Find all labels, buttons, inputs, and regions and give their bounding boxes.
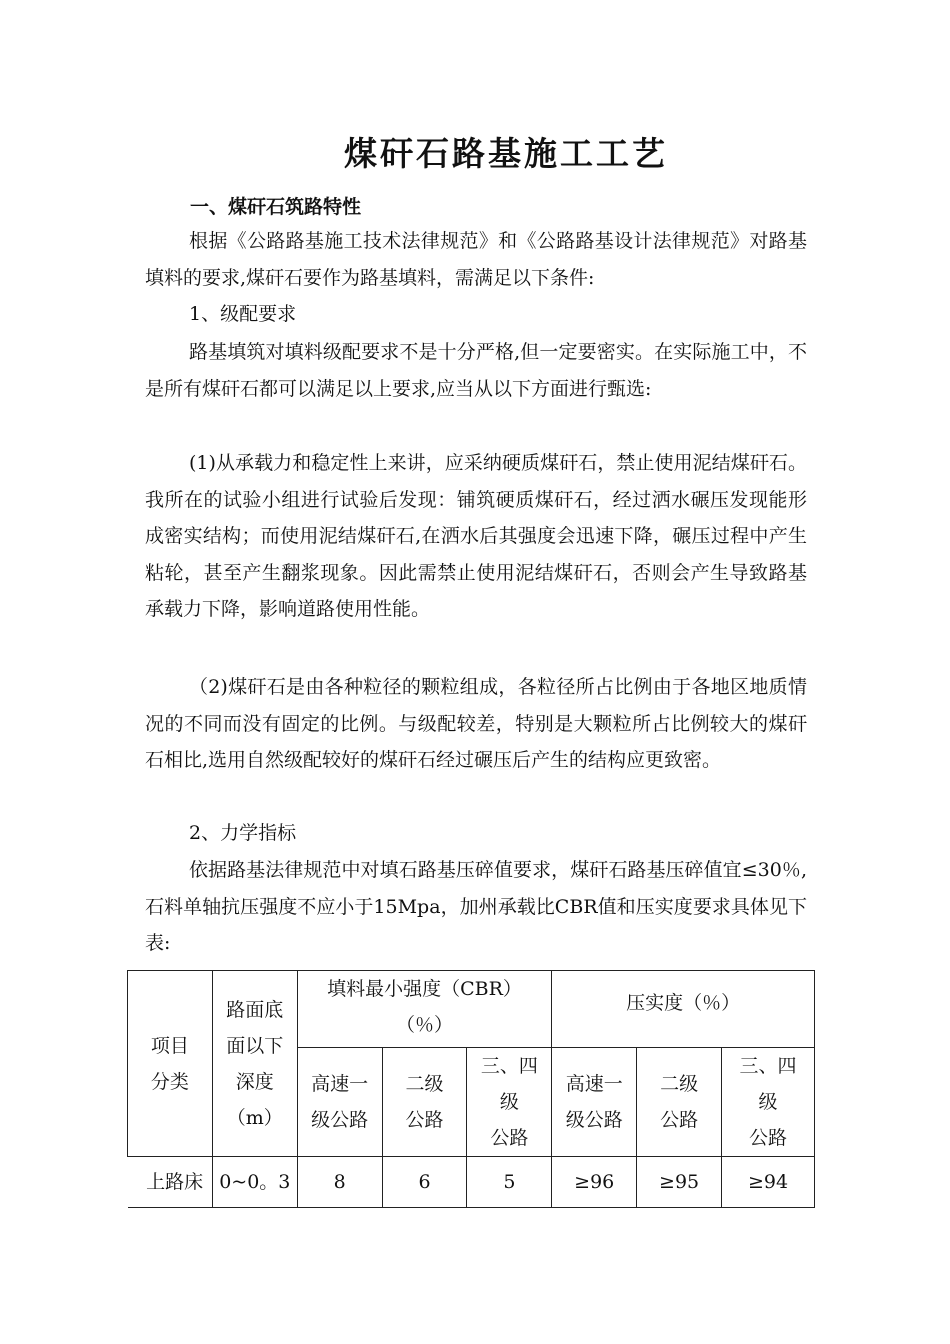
table-row — [128, 1157, 815, 1208]
point-1-paragraph — [145, 445, 807, 628]
subheader-cbr-highway: 高速一 级公路 — [297, 1048, 382, 1157]
gradation-paragraph — [145, 334, 807, 407]
header-item-category: 项目 分类 — [128, 971, 213, 1157]
row-compaction-highway-cell: ≥96 — [552, 1157, 637, 1208]
gradation-text: 路基填筑对填料级配要求不是十分严格,但一定要密实。在实际施工中，不是所有煤矸石都可以满足以上要求,应当从以下方面进行甄选: — [145, 341, 807, 400]
point-1-text: (1)从承载力和稳定性上来讲，应采纳硬质煤矸石，禁止使用泥结煤矸石。我所在的试验小组进行试验后发现：铺筑硬质煤矸石，经过洒水碾压发现能形成密实结构；而使用泥结煤矸石,在洒水后其强度会迅速下降，碾压过程中产生粘轮，甚至产生翻浆现象。因此需禁止使用泥结煤矸石，否则会产生导致路基承载力下降，影响道路使用性能。 — [145, 452, 807, 620]
row-cbr-grade2-cell: 6 — [382, 1157, 467, 1208]
mechanics-text: 依据路基法律规范中对填石路基压碎值要求，煤矸石路基压碎值宜≤30％,石料单轴抗压强度不应小于15Mpa，加州承载比CBR值和压实度要求具体见下表: — [145, 859, 807, 954]
point-2-paragraph — [145, 669, 807, 779]
header-compaction-group: 压实度（％） — [552, 971, 815, 1048]
subheader-compaction-grade34: 三、四 级 公路 — [722, 1048, 815, 1157]
intro-text: 根据《公路路基施工技术法律规范》和《公路路基设计法律规范》对路基填料的要求,煤矸石要作为路基填料，需满足以下条件: — [145, 230, 807, 289]
requirement-2-title-text: 2、力学指标 — [189, 822, 297, 844]
row-compaction-grade2-cell: ≥95 — [637, 1157, 722, 1208]
requirements-table — [127, 970, 815, 1208]
mechanics-paragraph — [145, 852, 807, 962]
row-name-cell: 上路床 — [128, 1157, 213, 1208]
subheader-cbr-grade34: 三、四 级 公路 — [467, 1048, 552, 1157]
row-compaction-grade34-cell: ≥94 — [722, 1157, 815, 1208]
row-cbr-highway-cell: 8 — [297, 1157, 382, 1208]
section-heading: 一、煤矸石筑路特性 — [190, 196, 362, 218]
point-2-text: （2)煤矸石是由各种粒径的颗粒组成，各粒径所占比例由于各地区地质情况的不同而没有固定的比例。与级配较差，特别是大颗粒所占比例较大的煤矸石相比,选用自然级配较好的煤矸石经过碾压后产生的结构应更致密。 — [145, 676, 807, 771]
requirement-2-title — [145, 815, 807, 852]
subheader-compaction-grade2: 二级 公路 — [637, 1048, 722, 1157]
intro-paragraph — [145, 223, 807, 296]
row-cbr-grade34-cell: 5 — [467, 1157, 552, 1208]
header-cbr-group: 填料最小强度（CBR） （％） — [297, 971, 552, 1048]
document-title: 煤矸石路基施工工艺 — [344, 134, 668, 173]
requirement-1-title — [145, 296, 807, 333]
requirement-1-title-text: 1、级配要求 — [189, 303, 297, 325]
table-header-row — [128, 971, 815, 1048]
subheader-compaction-highway: 高速一 级公路 — [552, 1048, 637, 1157]
subheader-cbr-grade2: 二级 公路 — [382, 1048, 467, 1157]
header-depth: 路面底 面以下 深度 （m） — [212, 971, 297, 1157]
row-depth-cell: 0~0。3 — [212, 1157, 297, 1208]
